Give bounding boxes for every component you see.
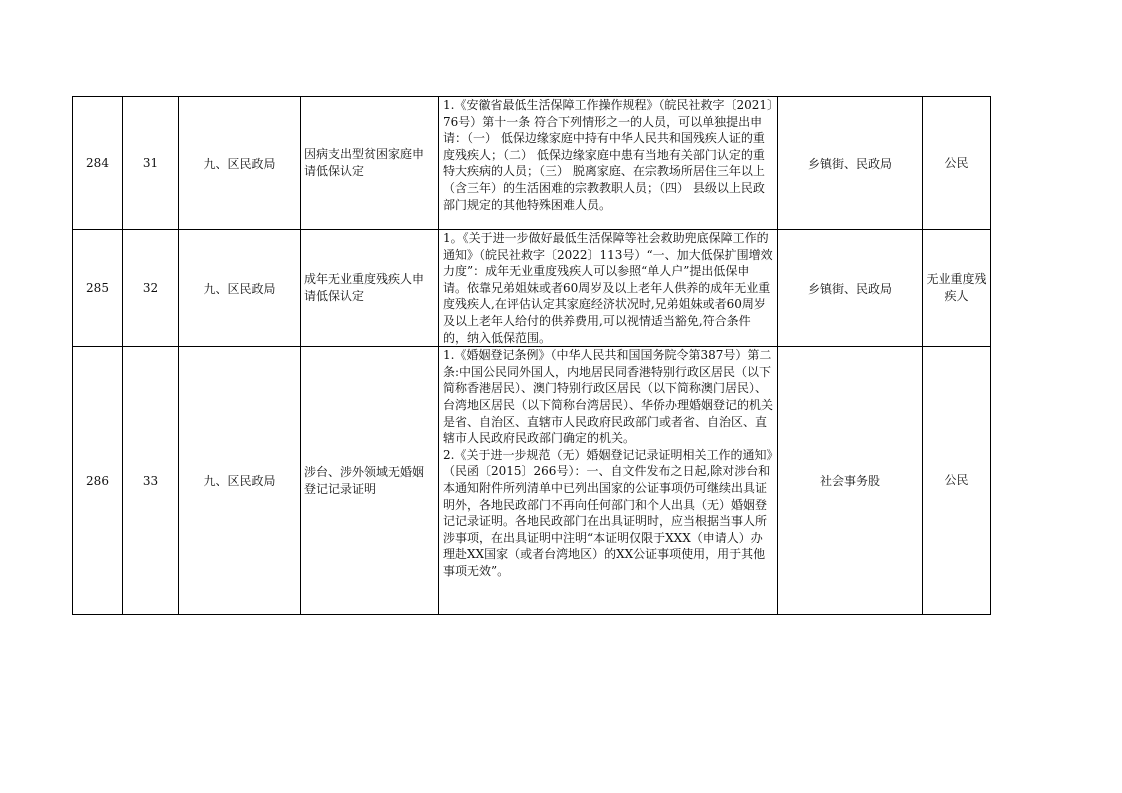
sub-seq-cell: 31 — [123, 97, 179, 230]
item-name-cell: 因病支出型贫困家庭申请低保认定 — [301, 97, 439, 230]
basis-paragraph: 2.《关于进一步规范（无）婚姻登记记录证明相关工作的通知》（民函〔2015〕266号）：一、自文件发布之日起,除对涉台和本通知附件所列清单中已列出国家的公证事项仍可继续出具证明外，各地民政部门不再向任何部门和个人出具（无）婚姻登记记录证明。各地民政部门在出具证明时，应当根据当事人所涉事项，在出具证明中注明“本证明仅限于XXX（申请人）办理赴XX国家（或者台湾地区）的XX公证事项使用，用于其他事项无效”。 — [443, 447, 773, 578]
basis-paragraph: 1.《婚姻登记条例》（中华人民共和国国务院令第387号）第二条:中国公民同外国人，内地居民同香港特别行政区居民（以下简称香港居民）、澳门特别行政区居民（以下简称澳门居民）、台湾地区居民（以下简称台湾居民）、华侨办理婚姻登记的机关是省、自治区、直辖市人民政府民政部门或者省、自治区、直辖市人民政府民政部门确定的机关。 — [443, 348, 774, 446]
table-row — [73, 97, 991, 230]
seq-cell: 284 — [73, 97, 123, 230]
seq-cell: 286 — [73, 347, 123, 615]
seq-cell: 285 — [73, 230, 123, 347]
basis-paragraph: 1。《关于进一步做好最低生活保障等社会救助兜底保障工作的通知》（皖民社救字〔2022〕113号）“一、加大低保扩围增效力度”：成年无业重度残疾人可以参照“单人户”提出低保申请。依靠兄弟姐妹或者60周岁及以上老年人供养的成年无业重度残疾人,在评估认定其家庭经济状况时,兄弟姐妹或者60周岁及以上老年人给付的供养费用,可以视情适当豁免,符合条件的，纳入低保范围。 — [443, 231, 773, 345]
department-cell: 社会事务股 — [778, 347, 923, 615]
subject-cell: 公民 — [923, 97, 991, 230]
basis-paragraph: 1.《安徽省最低生活保障工作操作规程》（皖民社救字〔2021〕76号）第十一条 符合下列情形之一的人员，可以单独提出申请：（一） 低保边缘家庭中持有中华人民共和国残疾人证的重度残疾人；（二） 低保边缘家庭中患有当地有关部门认定的重特大疾病的人员；（三） 脱离家庭、在宗教场所居住三年以上（含三年）的生活困难的宗教教职人员；（四） 县级以上民政部门规定的其他特殊困难人员。 — [443, 98, 773, 212]
table-row — [73, 347, 991, 615]
subject-cell: 无业重度残疾人 — [923, 230, 991, 347]
item-name-cell: 涉台、涉外领域无婚姻登记记录证明 — [301, 347, 439, 615]
category-cell: 九、区民政局 — [179, 347, 301, 615]
item-name-cell: 成年无业重度残疾人申请低保认定 — [301, 230, 439, 347]
department-cell: 乡镇街、民政局 — [778, 97, 923, 230]
category-cell: 九、区民政局 — [179, 97, 301, 230]
matters-table — [72, 96, 991, 615]
sub-seq-cell: 33 — [123, 347, 179, 615]
subject-cell: 公民 — [923, 347, 991, 615]
table-row — [73, 230, 991, 347]
department-cell: 乡镇街、民政局 — [778, 230, 923, 347]
sub-seq-cell: 32 — [123, 230, 179, 347]
basis-cell — [439, 230, 778, 347]
basis-cell — [439, 347, 778, 615]
basis-cell — [439, 97, 778, 230]
category-cell: 九、区民政局 — [179, 230, 301, 347]
